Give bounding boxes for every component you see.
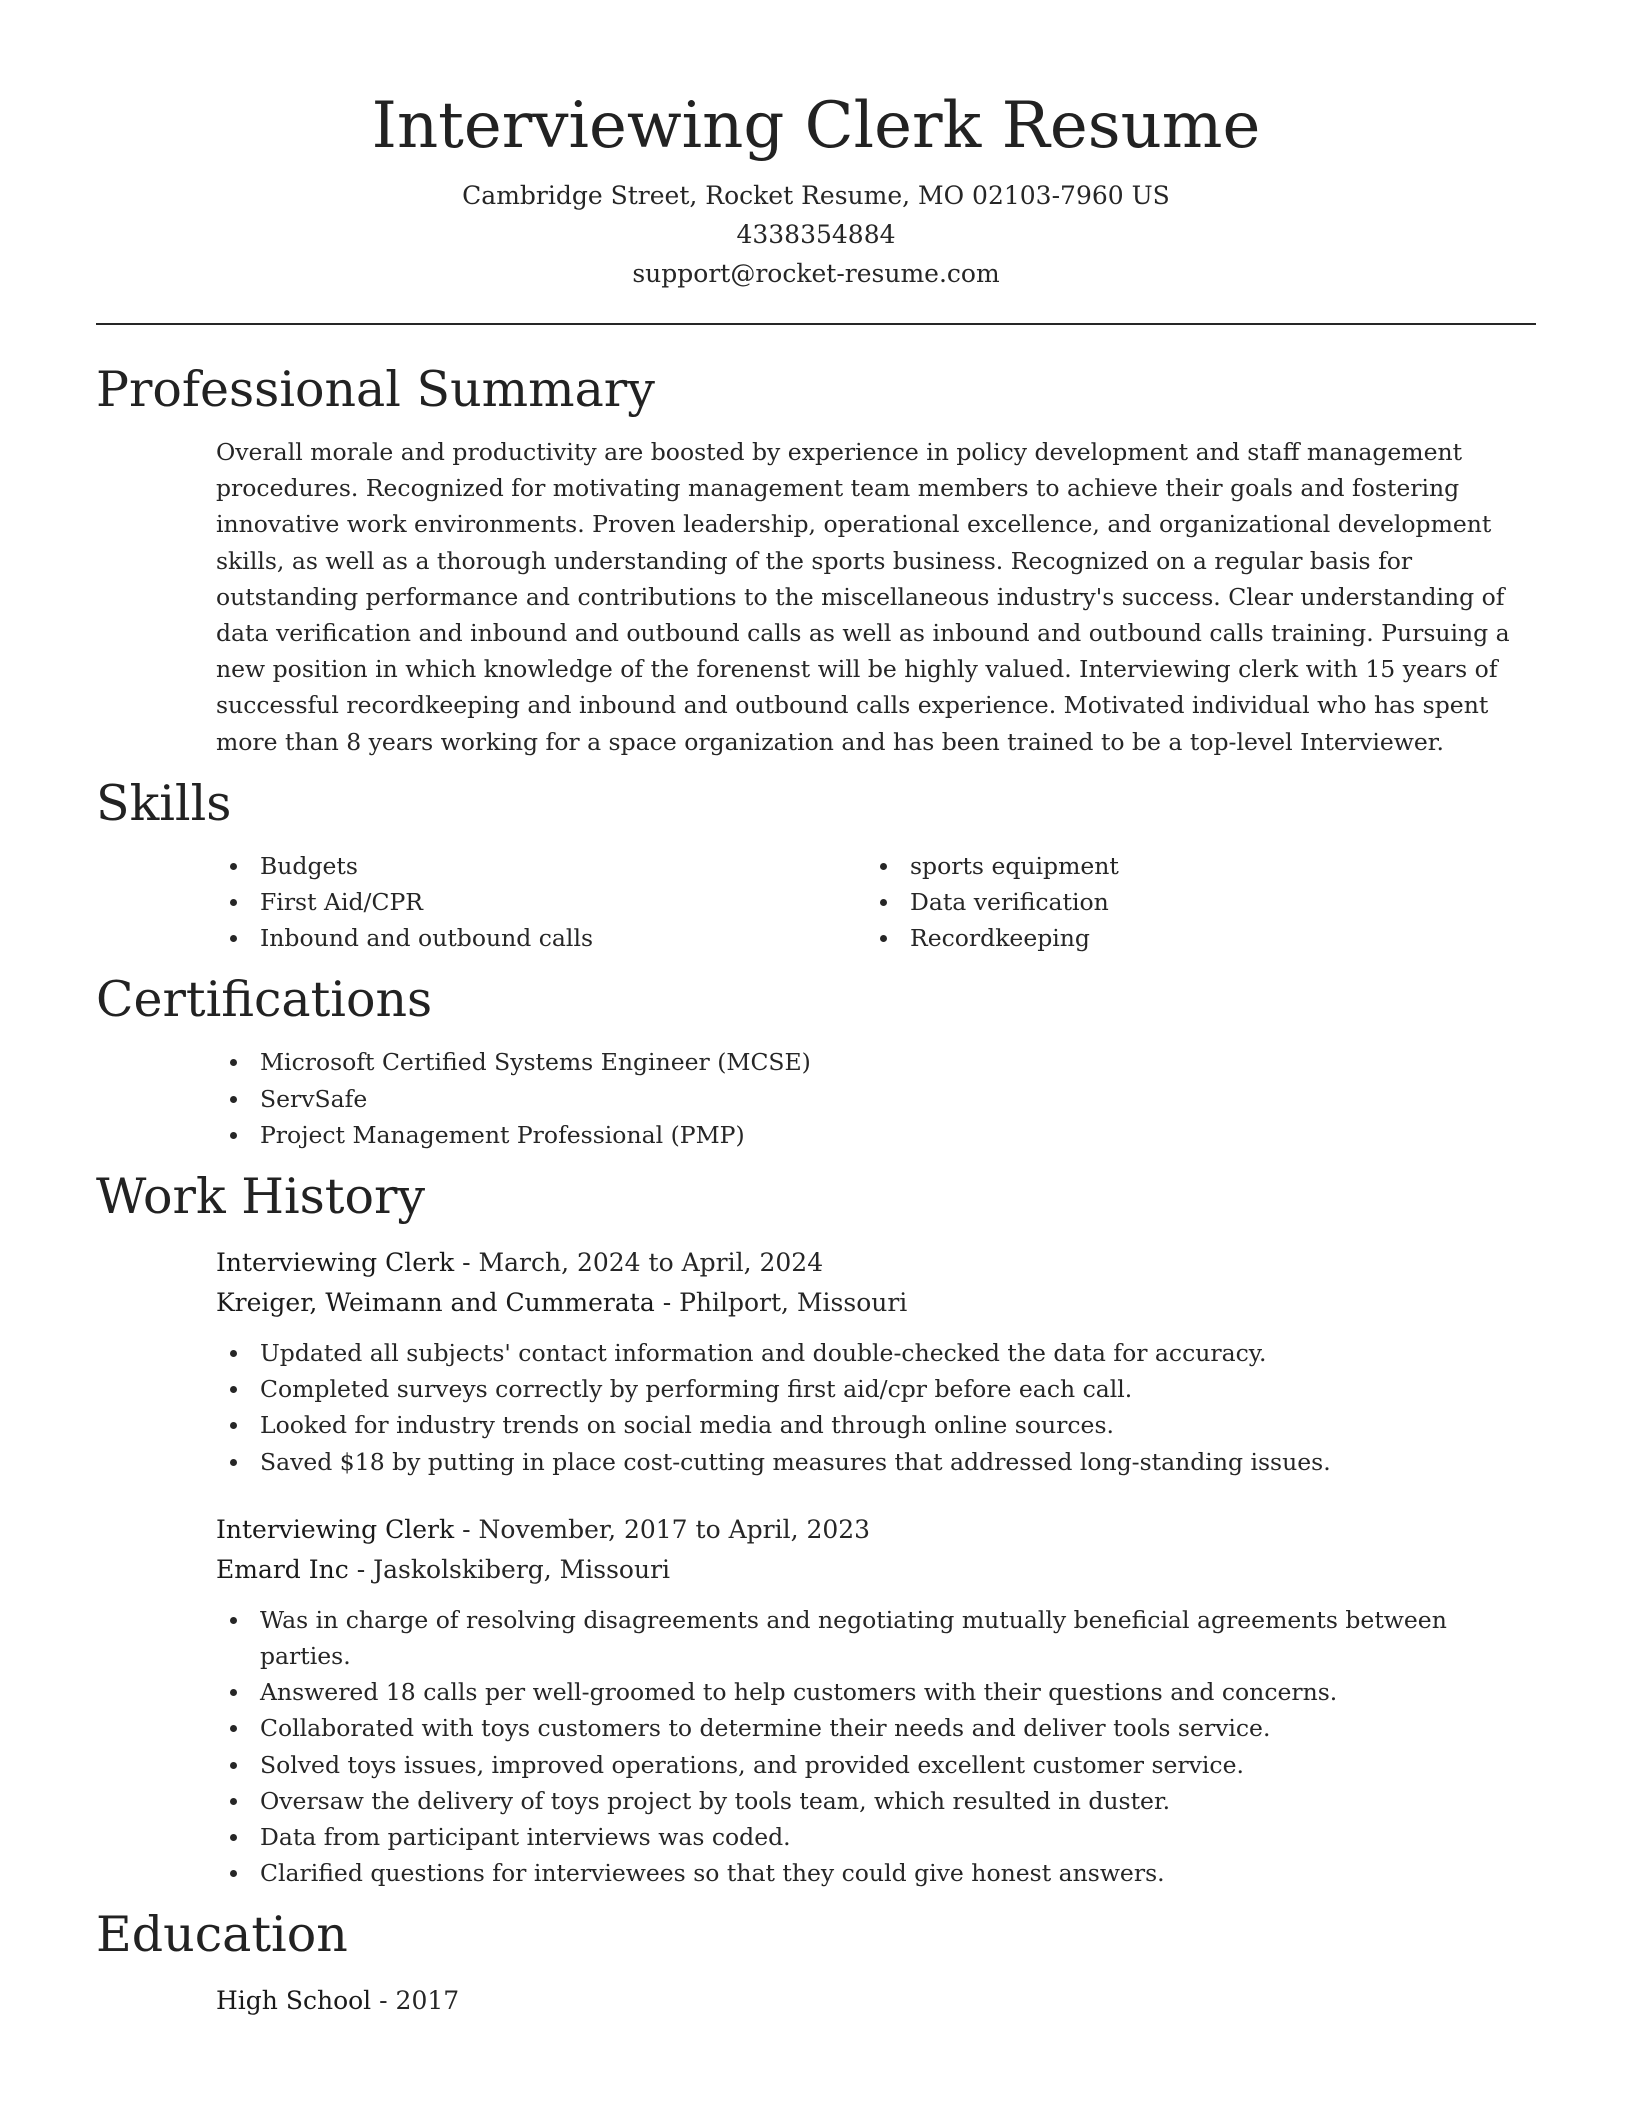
job-entry [216, 1510, 1536, 1892]
certification-item: Microsoft Certified Systems Engineer (MCSE) [216, 1044, 1536, 1080]
skill-item: Recordkeeping [866, 920, 1516, 956]
skills-column-right [866, 848, 1516, 957]
job-title: Interviewing Clerk [216, 1514, 455, 1544]
certification-item: Project Management Professional (PMP) [216, 1117, 1536, 1153]
skill-item: Data verification [866, 884, 1516, 920]
job-separator: - [462, 1248, 479, 1278]
professional-summary-section [96, 360, 1536, 760]
job-bullet: Clarified questions for interviewees so that they could give honest answers. [216, 1855, 1536, 1891]
contact-address: Cambridge Street, Rocket Resume, MO 02103-7960 US [462, 181, 1170, 210]
section-heading-work-history: Work History [96, 1168, 426, 1226]
section-heading-education: Education [96, 1906, 348, 1964]
education-degree: High School [216, 1986, 372, 2016]
contact-phone: 4338354884 [736, 220, 896, 249]
contact-email: support@rocket-resume.com [632, 259, 1000, 288]
job-bullet: Updated all subjects' contact information and double-checked the data for accuracy. [216, 1335, 1536, 1371]
job-bullets [216, 1335, 1536, 1480]
skills-section [96, 774, 1536, 957]
resume-title: Interviewing Clerk Resume [371, 89, 1261, 163]
summary-text: Overall morale and productivity are boosted by experience in policy development and staff management procedures. Recognized for motivating management team members to achieve their goals and fostering innovative work environments. Proven leadership, operational excellence, and organizational development skills, as well as a thorough understanding of the sports business. Recognized on a regular basis for outstanding performance and contributions to the miscellaneous industry's success. Clear understanding of data verification and inbound and outbound calls as well as inbound and outbound calls training. Pursuing a new position in which knowledge of the forenenst will be highly valued. Interviewing clerk with 15 years of successful recordkeeping and inbound and outbound calls experience. Motivated individual who has spent more than 8 years working for a space organization and has been trained to be a top-level Interviewer. [216, 438, 1510, 756]
skill-item: Inbound and outbound calls [216, 920, 866, 956]
job-company: Kreiger, Weimann and Cummerata [216, 1288, 655, 1318]
job-location: Philport, Missouri [679, 1288, 908, 1318]
certifications-section [96, 970, 1536, 1153]
education-entry [216, 1981, 1536, 2021]
job-bullet: Data from participant interviews was coded. [216, 1819, 1536, 1855]
section-heading-skills: Skills [96, 774, 232, 832]
job-bullet: Was in charge of resolving disagreements and negotiating mutually beneficial agreements between parties. [216, 1602, 1536, 1674]
job-location: Jaskolskiberg, Missouri [373, 1554, 671, 1584]
skills-grid [216, 848, 1536, 957]
header-divider [96, 323, 1536, 325]
skill-item: First Aid/CPR [216, 884, 866, 920]
job-company-line [216, 1550, 1536, 1590]
skill-item: sports equipment [866, 848, 1516, 884]
work-history-section [96, 1167, 1536, 1891]
job-title-line [216, 1510, 1536, 1550]
job-separator: - [462, 1514, 479, 1544]
job-company-line [216, 1283, 1536, 1323]
education-section [96, 1905, 1536, 2021]
job-separator: - [356, 1554, 374, 1584]
job-dates: March, 2024 to April, 2024 [478, 1248, 824, 1278]
job-entry [216, 1243, 1536, 1480]
job-title-line [216, 1243, 1536, 1283]
resume-page [96, 0, 1536, 2021]
job-separator: - [662, 1288, 680, 1318]
resume-header [96, 0, 1536, 293]
job-bullet: Answered 18 calls per well-groomed to help customers with their questions and concerns. [216, 1674, 1536, 1710]
job-bullets [216, 1602, 1536, 1892]
job-bullet: Oversaw the delivery of toys project by tools team, which resulted in duster. [216, 1783, 1536, 1819]
job-bullet: Saved $18 by putting in place cost-cutting measures that addressed long-standing issues. [216, 1444, 1536, 1480]
job-company: Emard Inc [216, 1554, 349, 1584]
section-heading-summary: Professional Summary [96, 361, 655, 418]
skill-item: Budgets [216, 848, 866, 884]
education-line [216, 1981, 1536, 2021]
certification-item: ServSafe [216, 1081, 1536, 1117]
contact-info [96, 176, 1536, 293]
education-year: 2017 [395, 1986, 460, 2016]
job-bullet: Collaborated with toys customers to determine their needs and deliver tools service. [216, 1710, 1536, 1746]
section-heading-certifications: Certifications [96, 971, 433, 1029]
job-dates: November, 2017 to April, 2023 [478, 1514, 871, 1544]
job-title: Interviewing Clerk [216, 1248, 455, 1278]
job-bullet: Looked for industry trends on social media and through online sources. [216, 1407, 1536, 1443]
job-bullet: Completed surveys correctly by performing first aid/cpr before each call. [216, 1371, 1536, 1407]
education-separator: - [379, 1986, 396, 2016]
job-bullet: Solved toys issues, improved operations, and provided excellent customer service. [216, 1747, 1536, 1783]
certifications-list [216, 1044, 1536, 1153]
skills-column-left [216, 848, 866, 957]
